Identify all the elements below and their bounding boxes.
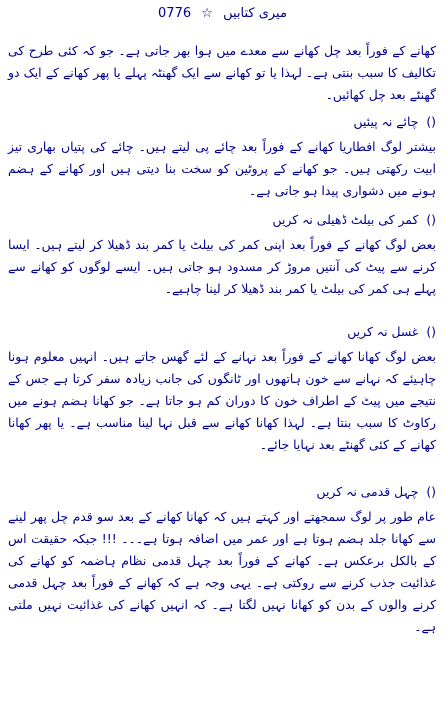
section-text-belt: بعض لوگ کھانے کے فوراً بعد اپنی کمر کی بیلٹ یا کمر بند ڈھیلا کر لیتے ہیں۔ ایسا کرنے سے پیٹ کی آنتیں مروڑ کر مسدود ہو جاتی ہیں۔ ایسے لوگوں کو کھانے سے پہلے ہی کمر کی بیلٹ یا کمر بند ڈھیلا کر لینا چاہیے۔: [8, 237, 436, 296]
heading-marker: (): [426, 484, 436, 499]
page-number: 0776: [158, 6, 192, 21]
heading-marker: (): [426, 324, 436, 339]
section-text-tea: بیشتر لوگ افطاریا کھانے کے فوراً بعد چائے پی لیتے ہیں۔ چائے کی پتیاں بھاری تیز ابیت رکھتی ہیں۔ جو کھانے کے پروٹین کو سخت بنا دیتی ہیں اور کھانے کے ہضم ہونے میں دشواری پیدا ہو جاتی ہے۔: [8, 139, 436, 198]
heading-text: چہل قدمی نہ کریں: [316, 484, 419, 499]
section-heading-tea: [8, 112, 436, 132]
section-text-walk: عام طور پر لوگ سمجھتے اور کہتے ہیں کہ کھانا کھانے کے بعد سو قدم چل پھر لینے سے کھانا جلد ہضم ہوتا ہے اور عمر میں اضافہ ہوتا ہے۔۔۔ !!! جبکہ حقیقت اس کے بالکل برعکس ہے۔ کھانے کے فوراً بعد چہل قدمی نظام ہاضمہ کو کھانے کی غذائیت جذب کرنے سے روکتی ہے۔ یہی وجہ ہے کہ کھانے کے فوراً بعد چہل قدمی کرنے والوں کے بدن کو کھانا نہیں لگتا ہے۔ کہ انہیں کھانے کی غذائیت نہیں ملتی ہے۔: [8, 509, 436, 634]
page-header: [0, 6, 445, 21]
section-heading-bath: [8, 322, 436, 342]
page-title: میری کتابیں: [223, 6, 287, 21]
heading-text: غسل نہ کریں: [347, 324, 419, 339]
section-heading-walk: [8, 482, 436, 502]
heading-marker: (): [426, 212, 436, 227]
star-icon: ☆: [201, 6, 213, 21]
heading-text: چائے نہ پیئیں: [353, 114, 419, 129]
heading-text: کمر کی بیلٹ ڈھیلی نہ کریں: [272, 212, 419, 227]
heading-marker: (): [426, 114, 436, 129]
intro-paragraph: کھانے کے فوراً بعد چل کھانے سے معدے میں ہوا بھر جاتی ہے۔ جو کہ کئی طرح کی تکالیف کا سبب بنتی ہے۔ لہذا یا تو کھانے سے ایک گھنٹہ پہلے یا پھر کھانے کے ایک دو گھنٹے بعد چل کھائیں۔: [8, 43, 436, 102]
section-text-bath: بعض لوگ کھانا کھانے کے فوراً بعد نہانے کے لئے گھس جاتے ہیں۔ انہیں معلوم ہونا چاہیئے کہ نہانے سے خون ہاتھوں اور ٹانگوں کی جانب زیادہ سفر کرتا ہے جس کے نتیجے میں پیٹ کے اطراف خون کا دوران کم ہو جاتا ہے۔ جو کھانا ہضم ہونے میں رکاوٹ کا سبب بنتا ہے۔ لہذا کھانا کھانے سے قبل نہا لینا مناسب ہے۔ یا پھر کھانا کھانے کے کئی گھنٹے بعد نہایا جائے۔: [8, 349, 436, 452]
section-heading-belt: [8, 210, 436, 230]
